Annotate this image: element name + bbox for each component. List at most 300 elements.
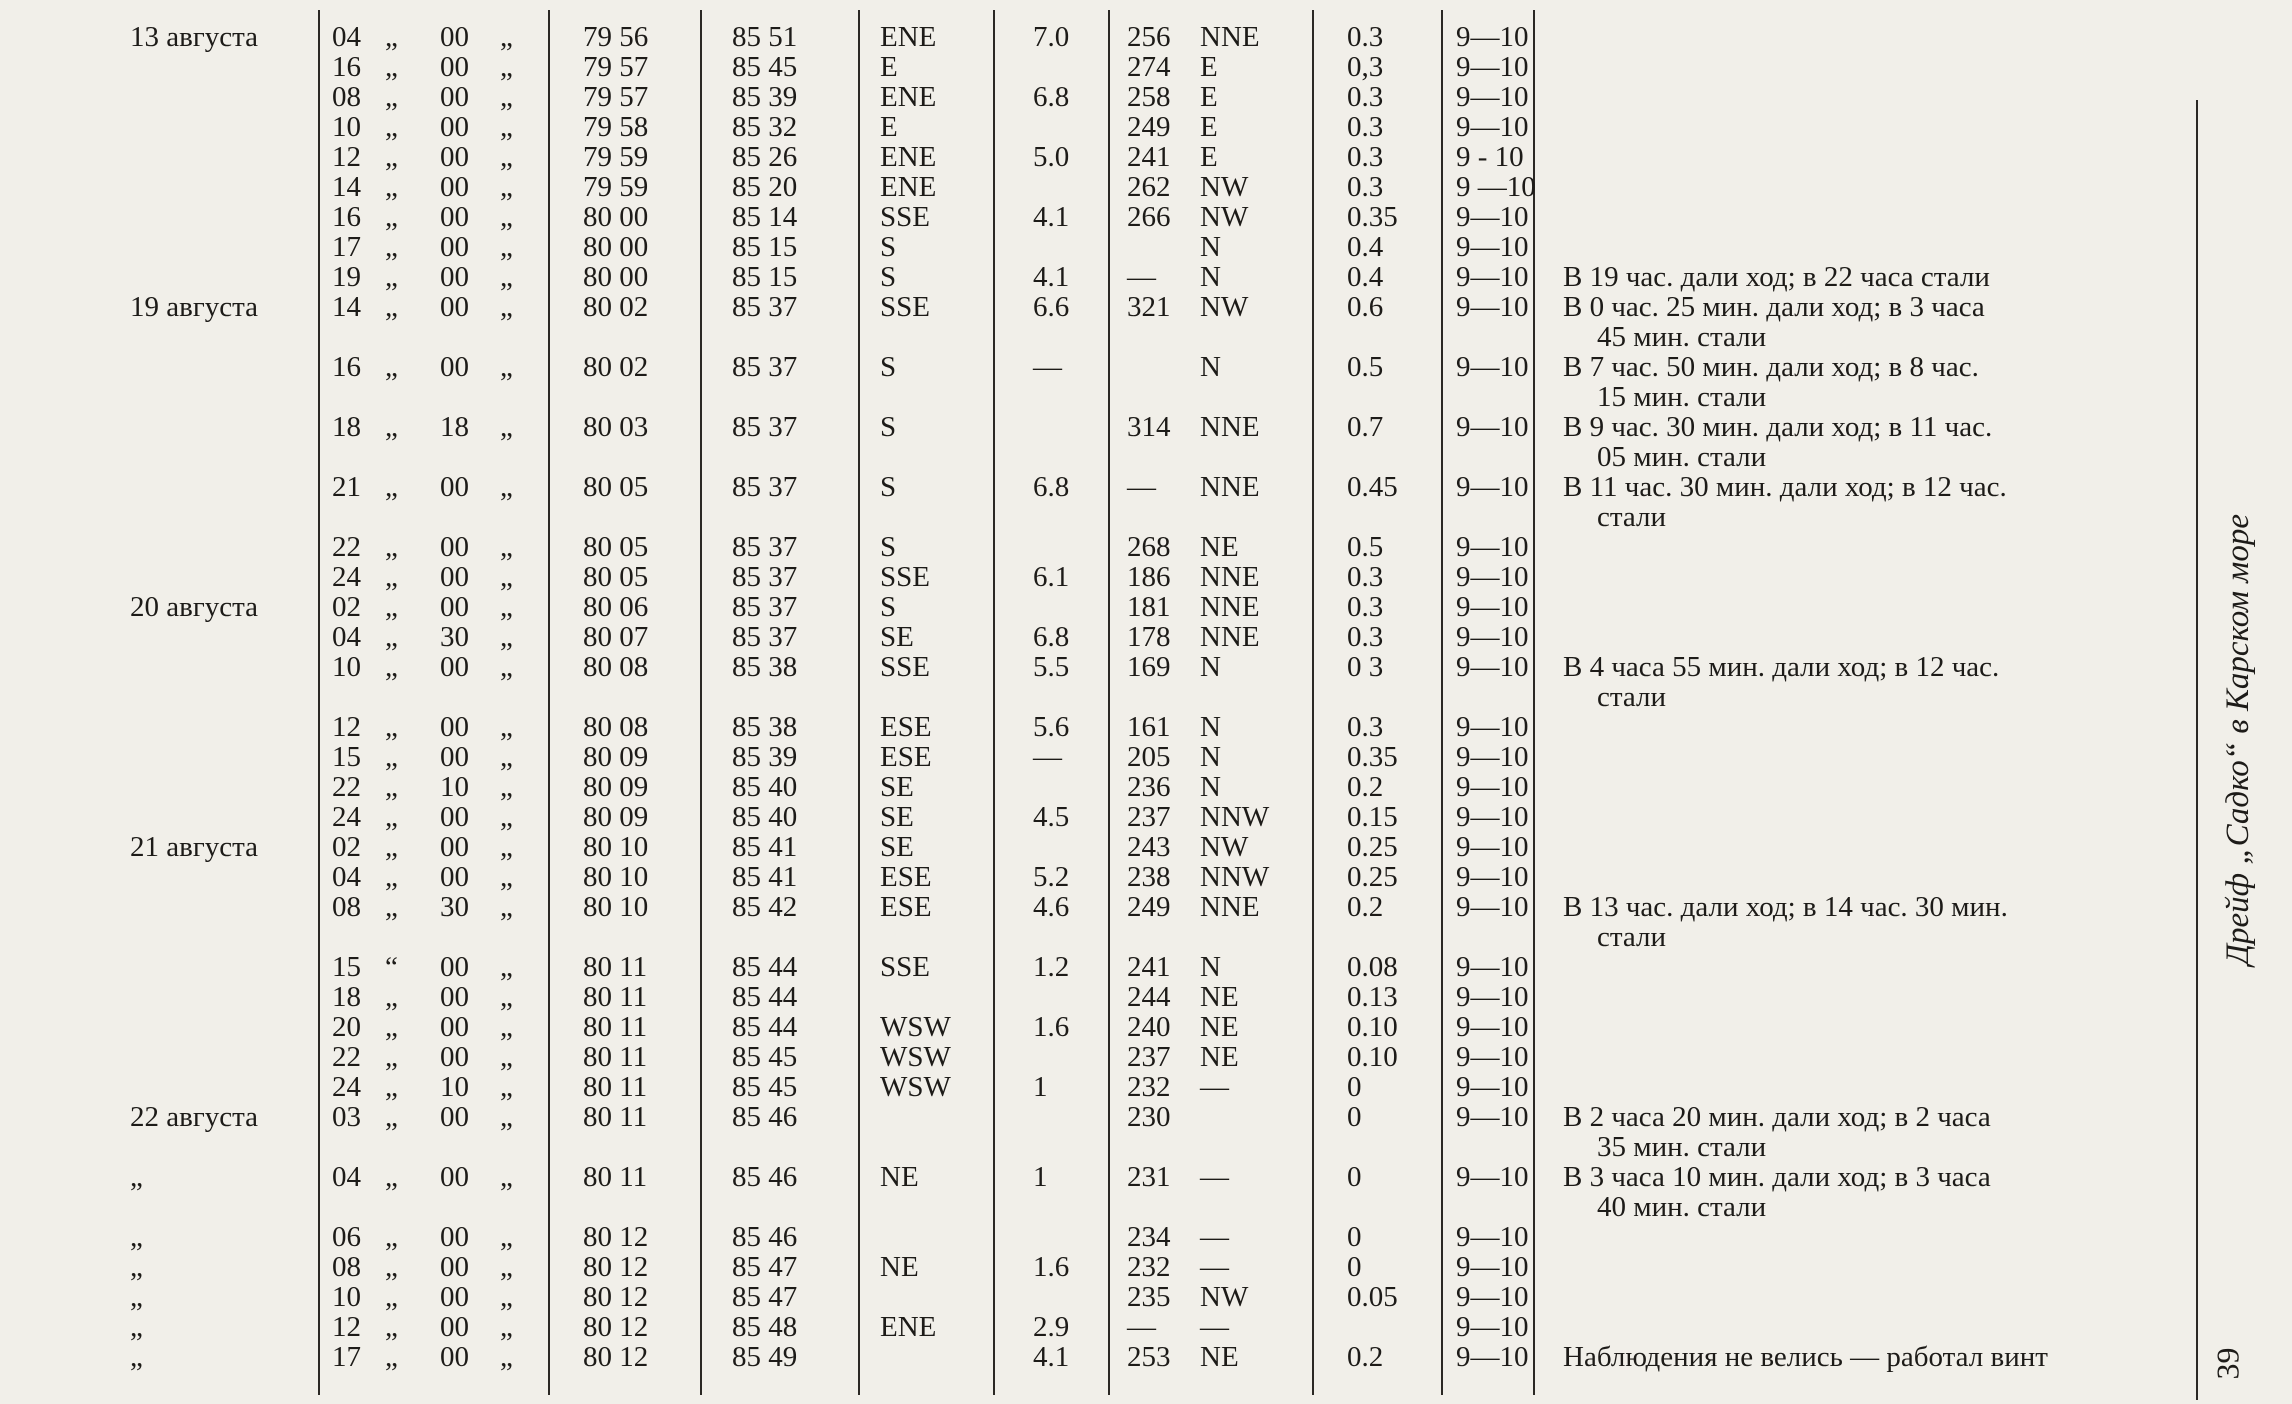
- row-drift-azimuth: 321: [1127, 291, 1171, 323]
- row-longitude: 85 39: [732, 81, 798, 113]
- row-drift-speed: 0.3: [1347, 711, 1384, 743]
- row-drift-azimuth: 237: [1127, 801, 1171, 833]
- row-longitude: 85 42: [732, 891, 798, 923]
- row-longitude: 85 40: [732, 801, 798, 833]
- row-ditto: „: [385, 81, 398, 113]
- row-ditto: „: [500, 1011, 513, 1043]
- row-longitude: 85 47: [732, 1251, 798, 1283]
- row-drift-speed: 0.2: [1347, 1341, 1384, 1373]
- row-latitude: 80 12: [583, 1251, 649, 1283]
- row-wind-speed: —: [1033, 351, 1062, 383]
- row-date: „: [130, 1281, 143, 1313]
- row-wind-direction: S: [880, 411, 897, 443]
- row-ice-concentration: 9—10: [1456, 1221, 1529, 1253]
- row-wind-direction: S: [880, 351, 897, 383]
- row-ditto: „: [385, 621, 398, 653]
- row-ditto: „: [385, 471, 398, 503]
- row-wind-direction: SSE: [880, 561, 930, 593]
- row-drift-azimuth: 241: [1127, 141, 1171, 173]
- remark: [1563, 1102, 2163, 1162]
- row-minute: 18: [440, 411, 469, 443]
- row-ditto: „: [385, 651, 398, 683]
- row-wind-direction: S: [880, 231, 897, 263]
- row-wind-speed: 6.6: [1033, 291, 1070, 323]
- row-drift-direction: N: [1200, 351, 1221, 383]
- row-ditto: „: [500, 171, 513, 203]
- row-ditto: „: [500, 1281, 513, 1313]
- row-wind-speed: 4.1: [1033, 201, 1070, 233]
- row-drift-direction: E: [1200, 111, 1218, 143]
- row-drift-speed: 0: [1347, 1071, 1362, 1103]
- row-date: 21 августа: [130, 831, 258, 863]
- row-latitude: 80 00: [583, 201, 649, 233]
- row-wind-direction: S: [880, 531, 897, 563]
- row-hour: 14: [332, 171, 361, 203]
- row-hour: 08: [332, 81, 361, 113]
- row-drift-azimuth: 240: [1127, 1011, 1171, 1043]
- row-wind-direction: S: [880, 591, 897, 623]
- row-wind-direction: NE: [880, 1251, 919, 1283]
- row-ice-concentration: 9—10: [1456, 1281, 1529, 1313]
- row-hour: 17: [332, 231, 361, 263]
- column-rule: [858, 10, 860, 1395]
- row-drift-azimuth: 258: [1127, 81, 1171, 113]
- row-drift-speed: 0.3: [1347, 141, 1384, 173]
- row-drift-speed: 0.10: [1347, 1011, 1398, 1043]
- row-ice-concentration: 9—10: [1456, 801, 1529, 833]
- remark-line: 15 мин. стали: [1597, 381, 1767, 413]
- row-wind-speed: 6.8: [1033, 621, 1070, 653]
- row-minute: 00: [440, 141, 469, 173]
- row-drift-azimuth: 237: [1127, 1041, 1171, 1073]
- row-ditto: „: [385, 201, 398, 233]
- row-drift-direction: —: [1200, 1161, 1229, 1193]
- row-ditto: „: [500, 1251, 513, 1283]
- row-minute: 00: [440, 831, 469, 863]
- row-longitude: 85 47: [732, 1281, 798, 1313]
- row-ditto: „: [385, 411, 398, 443]
- row-hour: 15: [332, 741, 361, 773]
- row-drift-azimuth: —: [1127, 471, 1156, 503]
- remark-line: 05 мин. стали: [1597, 441, 1767, 473]
- row-drift-azimuth: 268: [1127, 531, 1171, 563]
- row-drift-speed: 0.35: [1347, 201, 1398, 233]
- row-drift-azimuth: 234: [1127, 1221, 1171, 1253]
- row-drift-direction: N: [1200, 651, 1221, 683]
- row-hour: 22: [332, 1041, 361, 1073]
- row-date: 22 августа: [130, 1101, 258, 1133]
- row-minute: 00: [440, 111, 469, 143]
- row-ditto: „: [500, 1311, 513, 1343]
- row-ditto: „: [385, 891, 398, 923]
- row-latitude: 80 10: [583, 891, 649, 923]
- row-drift-azimuth: 262: [1127, 171, 1171, 203]
- row-hour: 10: [332, 1281, 361, 1313]
- row-wind-speed: 6.8: [1033, 471, 1070, 503]
- row-drift-direction: NNE: [1200, 21, 1260, 53]
- row-drift-speed: 0: [1347, 1101, 1362, 1133]
- row-ditto: „: [385, 291, 398, 323]
- row-ice-concentration: 9—10: [1456, 81, 1529, 113]
- row-drift-direction: NNE: [1200, 411, 1260, 443]
- remark: [1563, 1162, 2163, 1222]
- row-drift-speed: 0.3: [1347, 591, 1384, 623]
- row-drift-direction: NNE: [1200, 471, 1260, 503]
- row-wind-speed: 4.5: [1033, 801, 1070, 833]
- row-ditto: „: [500, 651, 513, 683]
- row-longitude: 85 44: [732, 951, 798, 983]
- row-date: 13 августа: [130, 21, 258, 53]
- row-ditto: „: [500, 1161, 513, 1193]
- row-minute: 00: [440, 471, 469, 503]
- row-drift-direction: NW: [1200, 201, 1249, 233]
- row-ditto: „: [500, 231, 513, 263]
- row-drift-azimuth: —: [1127, 261, 1156, 293]
- row-minute: 00: [440, 231, 469, 263]
- row-hour: 16: [332, 201, 361, 233]
- row-drift-speed: 0.4: [1347, 261, 1384, 293]
- row-drift-speed: 0.3: [1347, 81, 1384, 113]
- row-wind-direction: SSE: [880, 201, 930, 233]
- row-drift-direction: NNE: [1200, 891, 1260, 923]
- page-number: 39: [2209, 1347, 2246, 1380]
- row-minute: 00: [440, 741, 469, 773]
- row-minute: 00: [440, 351, 469, 383]
- row-wind-speed: 4.1: [1033, 261, 1070, 293]
- row-ice-concentration: 9—10: [1456, 411, 1529, 443]
- row-ditto: „: [500, 1221, 513, 1253]
- row-drift-direction: NW: [1200, 171, 1249, 203]
- row-hour: 22: [332, 531, 361, 563]
- row-longitude: 85 37: [732, 411, 798, 443]
- row-ditto: „: [500, 291, 513, 323]
- row-longitude: 85 41: [732, 861, 798, 893]
- row-wind-speed: 5.6: [1033, 711, 1070, 743]
- row-latitude: 80 12: [583, 1311, 649, 1343]
- row-date: 19 августа: [130, 291, 258, 323]
- row-hour: 20: [332, 1011, 361, 1043]
- remark: [1563, 412, 2163, 472]
- row-wind-speed: 7.0: [1033, 21, 1070, 53]
- row-hour: 16: [332, 351, 361, 383]
- row-ditto: „: [385, 1311, 398, 1343]
- remark-line: 40 мин. стали: [1597, 1191, 1767, 1223]
- row-ditto: „: [500, 741, 513, 773]
- row-longitude: 85 46: [732, 1221, 798, 1253]
- row-latitude: 80 02: [583, 291, 649, 323]
- row-ditto: „: [500, 861, 513, 893]
- row-ditto: „: [500, 531, 513, 563]
- row-longitude: 85 37: [732, 291, 798, 323]
- row-ditto: „: [385, 801, 398, 833]
- row-wind-direction: SE: [880, 621, 914, 653]
- row-wind-direction: NE: [880, 1161, 919, 1193]
- row-ditto: „: [385, 831, 398, 863]
- row-longitude: 85 38: [732, 651, 798, 683]
- row-ditto: „: [500, 261, 513, 293]
- column-rule: [1533, 10, 1535, 1395]
- remark-line: 45 мин. стали: [1597, 321, 1767, 353]
- row-drift-direction: NNE: [1200, 621, 1260, 653]
- row-drift-speed: 0.5: [1347, 351, 1384, 383]
- row-ice-concentration: 9—10: [1456, 771, 1529, 803]
- row-ditto: „: [385, 771, 398, 803]
- row-longitude: 85 32: [732, 111, 798, 143]
- row-wind-direction: ENE: [880, 141, 937, 173]
- row-minute: 00: [440, 591, 469, 623]
- row-minute: 10: [440, 771, 469, 803]
- row-ditto: „: [385, 981, 398, 1013]
- row-drift-azimuth: 238: [1127, 861, 1171, 893]
- row-latitude: 80 11: [583, 1071, 648, 1103]
- row-longitude: 85 45: [732, 1041, 798, 1073]
- row-drift-azimuth: 181: [1127, 591, 1171, 623]
- remark-line: В 4 часа 55 мин. дали ход; в 12 час.: [1563, 651, 2000, 683]
- row-wind-direction: SSE: [880, 291, 930, 323]
- remark: [1563, 352, 2163, 412]
- row-minute: 30: [440, 621, 469, 653]
- row-drift-speed: 0.3: [1347, 621, 1384, 653]
- row-latitude: 80 00: [583, 261, 649, 293]
- row-ditto: „: [385, 1161, 398, 1193]
- row-drift-direction: NNE: [1200, 561, 1260, 593]
- row-wind-direction: SSE: [880, 651, 930, 683]
- row-drift-speed: 0.35: [1347, 741, 1398, 773]
- row-wind-speed: 1.6: [1033, 1251, 1070, 1283]
- row-ditto: „: [385, 561, 398, 593]
- row-wind-direction: ENE: [880, 21, 937, 53]
- row-ice-concentration: 9—10: [1456, 1341, 1529, 1373]
- row-hour: 24: [332, 1071, 361, 1103]
- row-minute: 00: [440, 1041, 469, 1073]
- row-ditto: „: [385, 1011, 398, 1043]
- remark: [1563, 1342, 2163, 1372]
- row-ice-concentration: 9—10: [1456, 471, 1529, 503]
- row-hour: 03: [332, 1101, 361, 1133]
- column-rule: [1441, 10, 1443, 1395]
- row-ice-concentration: 9—10: [1456, 1011, 1529, 1043]
- row-wind-direction: ESE: [880, 861, 932, 893]
- row-drift-direction: NNE: [1200, 591, 1260, 623]
- row-ditto: „: [500, 591, 513, 623]
- row-ice-concentration: 9—10: [1456, 21, 1529, 53]
- row-drift-speed: 0.08: [1347, 951, 1398, 983]
- row-drift-speed: 0.25: [1347, 861, 1398, 893]
- row-hour: 19: [332, 261, 361, 293]
- row-minute: 00: [440, 1251, 469, 1283]
- remark-line: В 9 час. 30 мин. дали ход; в 11 час.: [1563, 411, 1993, 443]
- remark: [1563, 892, 2163, 952]
- row-drift-speed: 0.13: [1347, 981, 1398, 1013]
- row-drift-direction: NE: [1200, 1341, 1239, 1373]
- row-wind-speed: 6.8: [1033, 81, 1070, 113]
- row-wind-speed: 1.6: [1033, 1011, 1070, 1043]
- remark-line: В 3 часа 10 мин. дали ход; в 3 часа: [1563, 1161, 1991, 1193]
- row-hour: 02: [332, 591, 361, 623]
- row-wind-speed: 6.1: [1033, 561, 1070, 593]
- row-drift-azimuth: 241: [1127, 951, 1171, 983]
- row-minute: 00: [440, 951, 469, 983]
- row-ditto: „: [500, 21, 513, 53]
- row-minute: 00: [440, 561, 469, 593]
- row-wind-speed: 4.6: [1033, 891, 1070, 923]
- row-ditto: „: [385, 231, 398, 263]
- row-hour: 08: [332, 1251, 361, 1283]
- row-longitude: 85 20: [732, 171, 798, 203]
- row-drift-direction: NNW: [1200, 801, 1270, 833]
- row-hour: 12: [332, 711, 361, 743]
- row-wind-direction: ESE: [880, 711, 932, 743]
- row-ice-concentration: 9—10: [1456, 651, 1529, 683]
- row-drift-azimuth: 178: [1127, 621, 1171, 653]
- row-drift-azimuth: 244: [1127, 981, 1171, 1013]
- row-latitude: 80 09: [583, 771, 649, 803]
- row-wind-speed: 4.1: [1033, 1341, 1070, 1373]
- row-minute: 00: [440, 1221, 469, 1253]
- row-drift-direction: N: [1200, 741, 1221, 773]
- row-ice-concentration: 9—10: [1456, 51, 1529, 83]
- row-drift-azimuth: 230: [1127, 1101, 1171, 1133]
- row-longitude: 85 37: [732, 471, 798, 503]
- row-ditto: „: [385, 351, 398, 383]
- row-ice-concentration: 9—10: [1456, 891, 1529, 923]
- row-drift-azimuth: 253: [1127, 1341, 1171, 1373]
- row-drift-azimuth: 161: [1127, 711, 1171, 743]
- row-ditto: „: [500, 801, 513, 833]
- row-drift-azimuth: 232: [1127, 1071, 1171, 1103]
- row-ditto: „: [500, 111, 513, 143]
- row-ditto: „: [500, 1041, 513, 1073]
- row-ditto: „: [500, 1071, 513, 1103]
- row-ice-concentration: 9—10: [1456, 531, 1529, 563]
- row-wind-direction: E: [880, 111, 898, 143]
- row-hour: 04: [332, 861, 361, 893]
- row-minute: 00: [440, 51, 469, 83]
- remark-line: В 13 час. дали ход; в 14 час. 30 мин.: [1563, 891, 2008, 923]
- row-longitude: 85 45: [732, 1071, 798, 1103]
- row-drift-azimuth: 232: [1127, 1251, 1171, 1283]
- row-longitude: 85 49: [732, 1341, 798, 1373]
- column-rule: [548, 10, 550, 1395]
- row-latitude: 79 59: [583, 171, 649, 203]
- row-minute: 00: [440, 1341, 469, 1373]
- row-wind-direction: E: [880, 51, 898, 83]
- row-drift-azimuth: 266: [1127, 201, 1171, 233]
- row-ditto: „: [385, 591, 398, 623]
- row-hour: 04: [332, 621, 361, 653]
- row-ice-concentration: 9—10: [1456, 951, 1529, 983]
- row-wind-speed: 1: [1033, 1071, 1048, 1103]
- row-ice-concentration: 9—10: [1456, 591, 1529, 623]
- remark-line: В 2 часа 20 мин. дали ход; в 2 часа: [1563, 1101, 1991, 1133]
- row-ditto: „: [385, 51, 398, 83]
- remark-line: В 7 час. 50 мин. дали ход; в 8 час.: [1563, 351, 1979, 383]
- row-ditto: „: [500, 1341, 513, 1373]
- row-wind-speed: 5.5: [1033, 651, 1070, 683]
- row-minute: 00: [440, 651, 469, 683]
- row-drift-azimuth: 236: [1127, 771, 1171, 803]
- row-ditto: „: [385, 711, 398, 743]
- row-latitude: 79 59: [583, 141, 649, 173]
- row-latitude: 79 58: [583, 111, 649, 143]
- row-wind-direction: ENE: [880, 171, 937, 203]
- row-drift-speed: 0 3: [1347, 651, 1384, 683]
- row-latitude: 80 11: [583, 1011, 648, 1043]
- row-minute: 00: [440, 171, 469, 203]
- row-longitude: 85 37: [732, 351, 798, 383]
- row-wind-direction: ESE: [880, 741, 932, 773]
- remark: [1563, 652, 2163, 712]
- row-drift-speed: 0.2: [1347, 771, 1384, 803]
- row-drift-direction: NNW: [1200, 861, 1270, 893]
- row-wind-direction: S: [880, 261, 897, 293]
- row-latitude: 80 08: [583, 711, 649, 743]
- row-drift-speed: 0.3: [1347, 21, 1384, 53]
- row-hour: 24: [332, 801, 361, 833]
- row-wind-direction: ENE: [880, 81, 937, 113]
- row-minute: 10: [440, 1071, 469, 1103]
- row-minute: 00: [440, 1161, 469, 1193]
- row-date: „: [130, 1311, 143, 1343]
- row-ditto: „: [500, 201, 513, 233]
- row-hour: 18: [332, 981, 361, 1013]
- row-latitude: 80 12: [583, 1221, 649, 1253]
- row-date: „: [130, 1251, 143, 1283]
- row-drift-direction: NE: [1200, 1011, 1239, 1043]
- row-longitude: 85 41: [732, 831, 798, 863]
- row-longitude: 85 38: [732, 711, 798, 743]
- row-ditto: „: [500, 51, 513, 83]
- row-minute: 00: [440, 261, 469, 293]
- row-ice-concentration: 9—10: [1456, 711, 1529, 743]
- remark: [1563, 292, 2163, 352]
- row-drift-direction: —: [1200, 1311, 1229, 1343]
- row-ditto: „: [385, 1221, 398, 1253]
- row-longitude: 85 15: [732, 261, 798, 293]
- row-ditto: „: [385, 1071, 398, 1103]
- row-latitude: 80 12: [583, 1281, 649, 1313]
- row-wind-speed: 2.9: [1033, 1311, 1070, 1343]
- row-drift-direction: N: [1200, 261, 1221, 293]
- row-ditto: „: [500, 561, 513, 593]
- row-wind-direction: SE: [880, 831, 914, 863]
- row-ditto: „: [500, 771, 513, 803]
- row-drift-azimuth: 243: [1127, 831, 1171, 863]
- row-hour: 21: [332, 471, 361, 503]
- row-minute: 00: [440, 1011, 469, 1043]
- row-wind-speed: 5.2: [1033, 861, 1070, 893]
- row-minute: 00: [440, 801, 469, 833]
- remark-line: стали: [1597, 921, 1667, 953]
- row-hour: 10: [332, 651, 361, 683]
- row-longitude: 85 45: [732, 51, 798, 83]
- row-latitude: 80 05: [583, 471, 649, 503]
- remark-line: В 0 час. 25 мин. дали ход; в 3 часа: [1563, 291, 1985, 323]
- row-wind-direction: WSW: [880, 1071, 951, 1103]
- row-minute: 00: [440, 21, 469, 53]
- row-drift-direction: —: [1200, 1251, 1229, 1283]
- row-ditto: „: [385, 21, 398, 53]
- row-latitude: 80 11: [583, 1041, 648, 1073]
- row-drift-direction: NE: [1200, 531, 1239, 563]
- row-drift-direction: N: [1200, 711, 1221, 743]
- row-hour: 10: [332, 111, 361, 143]
- row-drift-speed: 0.5: [1347, 531, 1384, 563]
- row-drift-direction: NW: [1200, 291, 1249, 323]
- row-drift-direction: NW: [1200, 831, 1249, 863]
- remark: [1563, 262, 2163, 292]
- row-minute: 00: [440, 531, 469, 563]
